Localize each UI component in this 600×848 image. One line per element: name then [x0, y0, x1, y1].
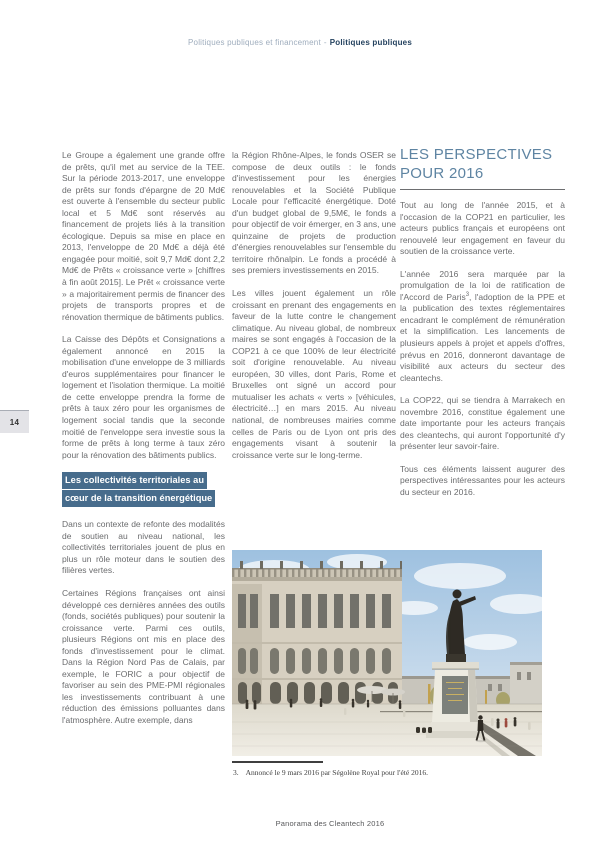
- paragraph: La COP22, qui se tiendra à Marrakech en novembre 2016, constitue également une date importante pour les acteurs français des cleantechs, qui auront l'opportunité d'y présenter leur savoir-faire.: [400, 395, 565, 452]
- plaza-photo-illustration: [232, 550, 542, 756]
- breadcrumb-section: Politiques publiques et financement: [188, 38, 321, 47]
- perspectives-heading-line2: POUR 2016: [400, 164, 484, 182]
- text-column-3: [400, 146, 565, 510]
- perspectives-heading: [400, 146, 565, 183]
- footnote-text: Annoncé le 9 mars 2016 par Ségolène Royal pour l'été 2016.: [245, 768, 428, 777]
- footnote-separator-rule: [232, 761, 323, 763]
- text-column-2: [232, 150, 396, 472]
- footnote-marker: 3.: [233, 768, 239, 777]
- paragraph: Le Groupe a également une grande offre de prêts, qu'il met au service de la TEE. Sur la période 2013-2017, une enveloppe de prêts sur fonds d'épargne de 20 Md€ est ouverte à l'ensemble du secteur public local et 5 Md€ sont réservés au financement de projets liés à la transition écologique. Depuis sa mise en place en 2013, l'enveloppe de 20 Md€ a déjà été engagée pour moitié, soit 9,7 Md€ dont 2,2 Md€ de Prêts « croissance verte » [chiffres à fin août 2015]. Le Prêt « croissance verte » a majoritairement permis de financer des projets de transports propres et de rénovation thermique de bâtiments publics.: [62, 150, 225, 322]
- breadcrumb: [0, 38, 600, 47]
- page-number-tab: [0, 410, 29, 433]
- paragraph: Tous ces éléments laissent augurer des perspectives intéressantes pour les acteurs du secteur en 2016.: [400, 463, 565, 498]
- heading-rule: [400, 189, 565, 190]
- paragraph: Les villes jouent également un rôle croissant en prenant des engagements en faveur de la lutte contre le changement climatique. Au niveau global, de nombreux maires se sont engagés à l'occasion de la COP21 à ce que 100% de leur électricité soit d'origine renouvelable. Au niveau européen, 30 villes, dont Paris, Rome et Bruxelles ont signé un accord pour mutualiser les achats « verts » [véhicules, électricité…] en mars 2015. Au niveau national, de nombreuses mairies comme celles de Paris ou de Lyon ont pris des engagements visant à soutenir la croissance verte sur le long-terme.: [232, 288, 396, 460]
- subsection-heading-line1: Les collectivités territoriales au: [62, 472, 207, 489]
- text-column-1: [62, 150, 225, 738]
- page-number: 14: [9, 417, 20, 427]
- footnote: [233, 768, 563, 777]
- paragraph: [400, 269, 565, 384]
- paragraph-text: , l'adoption de la PPE et la publication des textes réglementaires encadrant le complément de rémunération et la simplification. Les lancements de plusieurs appels à projet et appels d'offres, prévus en 2016, donneront davantage de visibilité aux acteurs du secteur des cleantechs.: [400, 291, 565, 383]
- paragraph: La Caisse des Dépôts et Consignations a également annoncé en 2015 la mobilisation d'une enveloppe de 3 milliards d'euros supplémentaires pour financer le logement et l'isolation thermique. La moitié de cette enveloppe prendra la forme de prêts à taux zéro pour les organismes de logement social tandis que la seconde moitié de l'enveloppe sera investie sous la forme de prêts à long terme à taux zéro pour la rénovation des bâtiments publics.: [62, 334, 225, 460]
- page-footer: Panorama des Cleantech 2016: [275, 819, 385, 828]
- perspectives-heading-line1: LES PERSPECTIVES: [400, 146, 553, 163]
- paragraph: la Région Rhône-Alpes, le fonds OSER se compose de deux outils : le fonds d'investissement pour les énergies renouvelables et la Société Publique Locale pour l'efficacité énergétique. Doté d'un budget global de 9,5M€, le fonds a pour objectif de voir émerger, en 3 ans, une quinzaine de projets de production d'énergies renouvelables sur l'ensemble du territoire rhônalpin. Le fonds a procédé à ses premiers investissements en 2015.: [232, 150, 396, 276]
- paragraph: Dans un contexte de refonte des modalités de soutien au niveau national, les collectivités territoriales jouent de plus en plus un rôle moteur dans le soutien des filières vertes.: [62, 519, 225, 576]
- subsection-heading-line2: cœur de la transition énergétique: [62, 490, 215, 507]
- footnote-reference: 3: [465, 292, 470, 298]
- breadcrumb-current: Politiques publiques: [329, 38, 412, 47]
- paragraph: Certaines Régions françaises ont ainsi développé ces dernières années des outils (fonds, sociétés publiques) pour soutenir la croissance verte. Parmi ces outils, plusieurs Régions ont mis en place des fonds d'investissement pour le climat. Dans la Région Nord Pas de Calais, par exemple, le FORIC a pour objectif de favoriser au sein des PME-PMI régionales les investissements contribuant à une réduction des émissions polluantes dans l'atmosphère. Autre exemple, dans: [62, 587, 225, 725]
- paragraph-text: L'année 2016 sera marquée par la promulgation de la loi de ratification de l'Accord de Paris: [400, 268, 565, 302]
- classical-building: [232, 561, 402, 706]
- plaza-photo: [232, 550, 542, 756]
- subsection-heading: [62, 472, 225, 508]
- breadcrumb-separator: -: [323, 38, 327, 47]
- paragraph: Tout au long de l'année 2015, et à l'occasion de la COP21 en particulier, les acteurs publics français et européens ont renouvelé leur engagement en faveur du soutien de la croissance verte.: [400, 200, 565, 257]
- roof-urns: [232, 561, 402, 569]
